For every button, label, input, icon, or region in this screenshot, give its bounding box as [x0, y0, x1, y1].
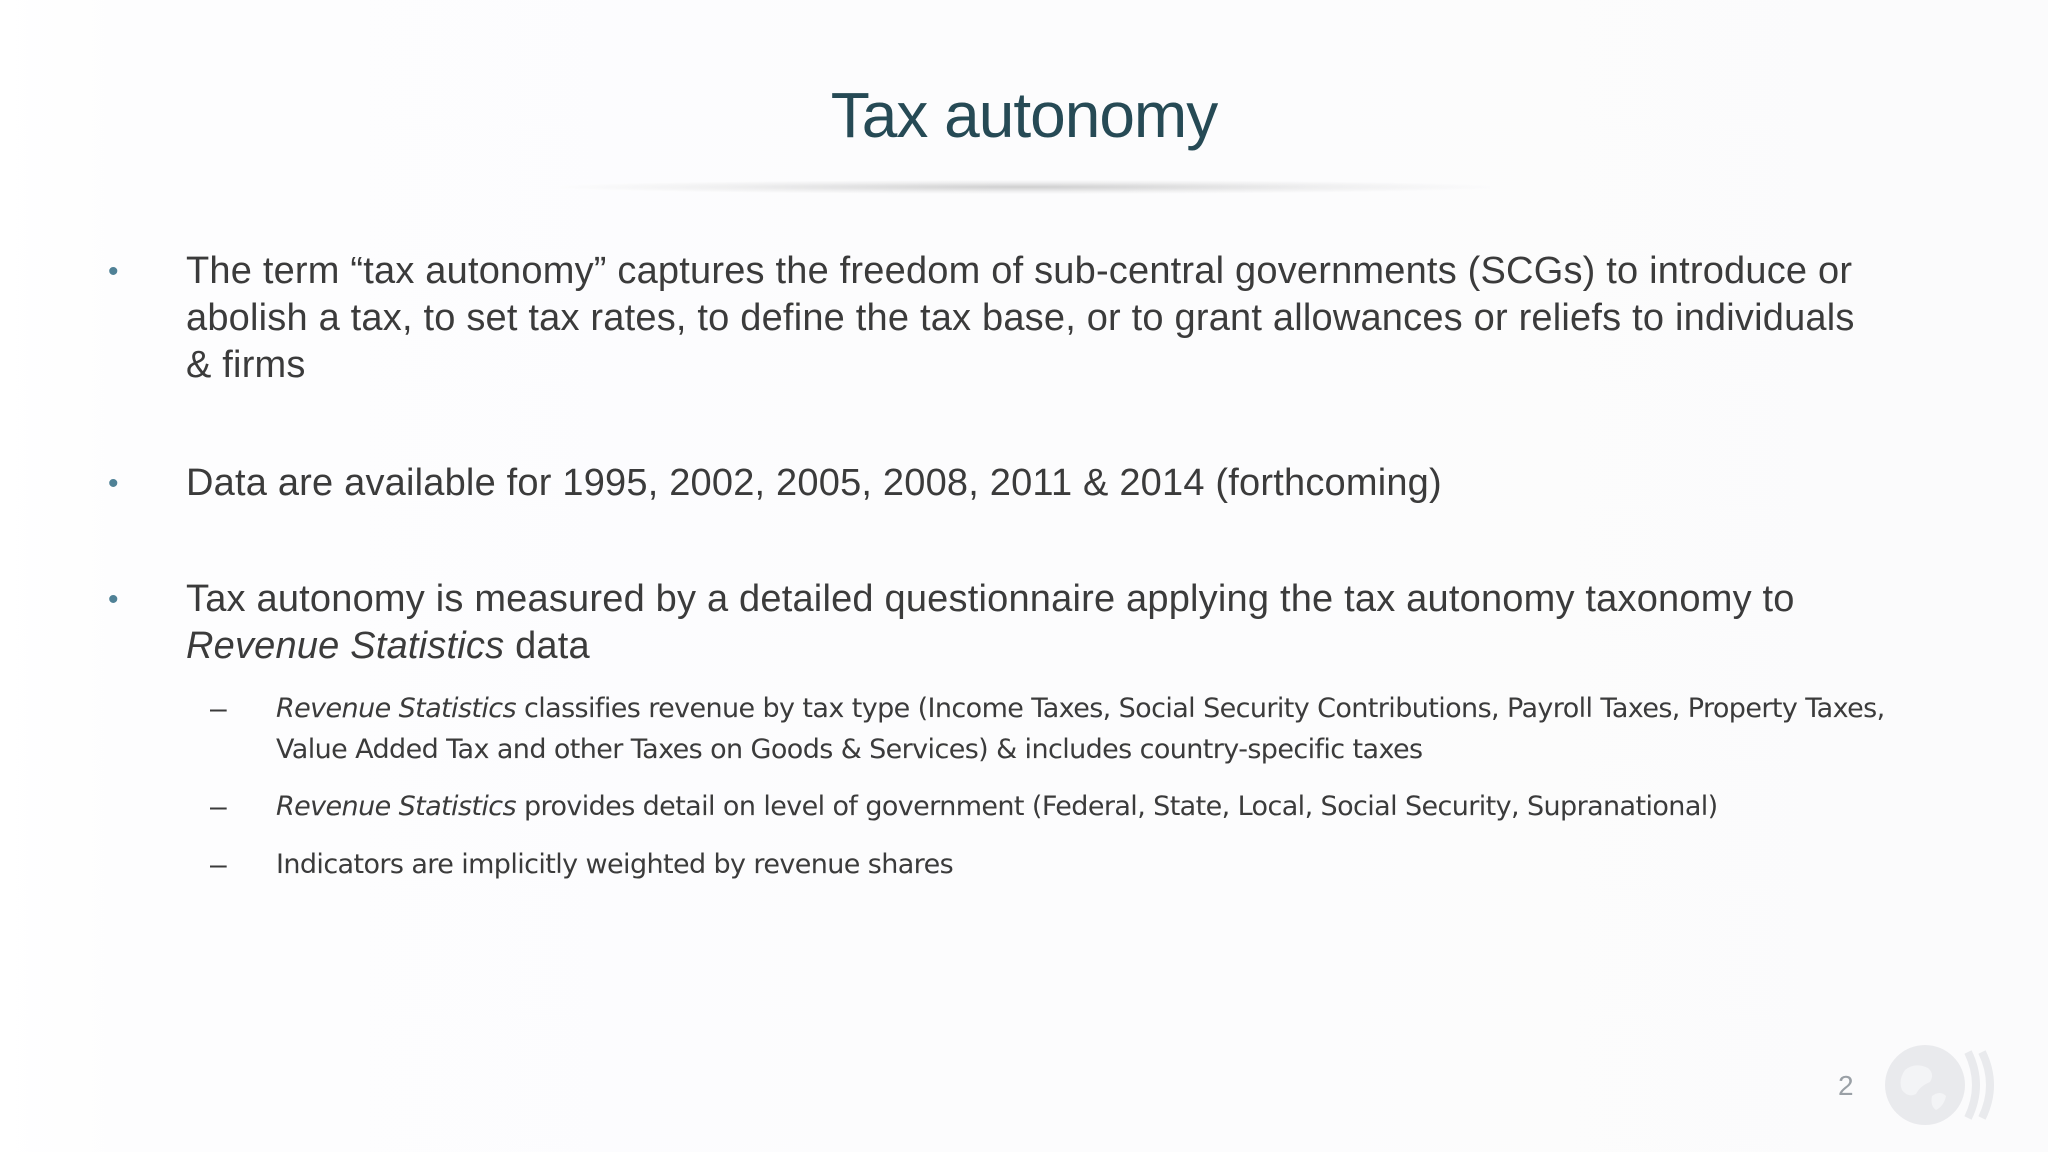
- sub-bullet-marker: –: [210, 692, 227, 725]
- bullet-text-part: data: [504, 625, 590, 667]
- slide-title: Tax autonomy: [830, 79, 1218, 151]
- bullet-marker: •: [108, 583, 119, 616]
- bullet-text-italic: Revenue Statistics: [186, 625, 505, 667]
- sub-bullet-text: [276, 688, 1896, 770]
- bullet-marker: •: [108, 255, 119, 288]
- sub-bullet-text: [276, 844, 1896, 885]
- page-number: 2: [1838, 1070, 1854, 1101]
- bullet-text-part: Tax autonomy is measured by a detailed questionnaire applying the tax autonomy taxonomy to: [186, 578, 1795, 620]
- bullet-text: Data are available for 1995, 2002, 2005, 2008, 2011 & 2014 (forthcoming): [186, 462, 1442, 504]
- sub-bullet-marker: –: [210, 790, 227, 823]
- sub-bullet-italic: Revenue Statistics: [276, 693, 517, 724]
- sub-bullet-part: Indicators are implicitly weighted by revenue shares: [276, 849, 954, 880]
- title-divider: [560, 180, 1490, 194]
- sub-bullet-italic: Revenue Statistics: [276, 791, 517, 822]
- sub-bullet-part: classifies revenue by tax type (Income Taxes, Social Security Contributions, Payroll Taxes, Property Taxes, Value Added Tax and other Taxes on Goods & Services) & includes country-specific taxes: [276, 693, 1885, 765]
- bullet-text: The term “tax autonomy” captures the freedom of sub-central governments (SCGs) to introduce or abolish a tax, to set tax rates, to define the tax base, or to grant allowances or reliefs to individuals & firms: [186, 250, 1855, 386]
- bullet-text: [186, 576, 1886, 670]
- sub-bullet-marker: –: [210, 848, 227, 881]
- sub-bullet-text: [276, 786, 1896, 827]
- oecd-logo-icon: [1880, 1040, 2010, 1130]
- bullet-marker: •: [108, 467, 119, 500]
- sub-bullet-part: provides detail on level of government (Federal, State, Local, Social Security, Supranational): [516, 791, 1718, 822]
